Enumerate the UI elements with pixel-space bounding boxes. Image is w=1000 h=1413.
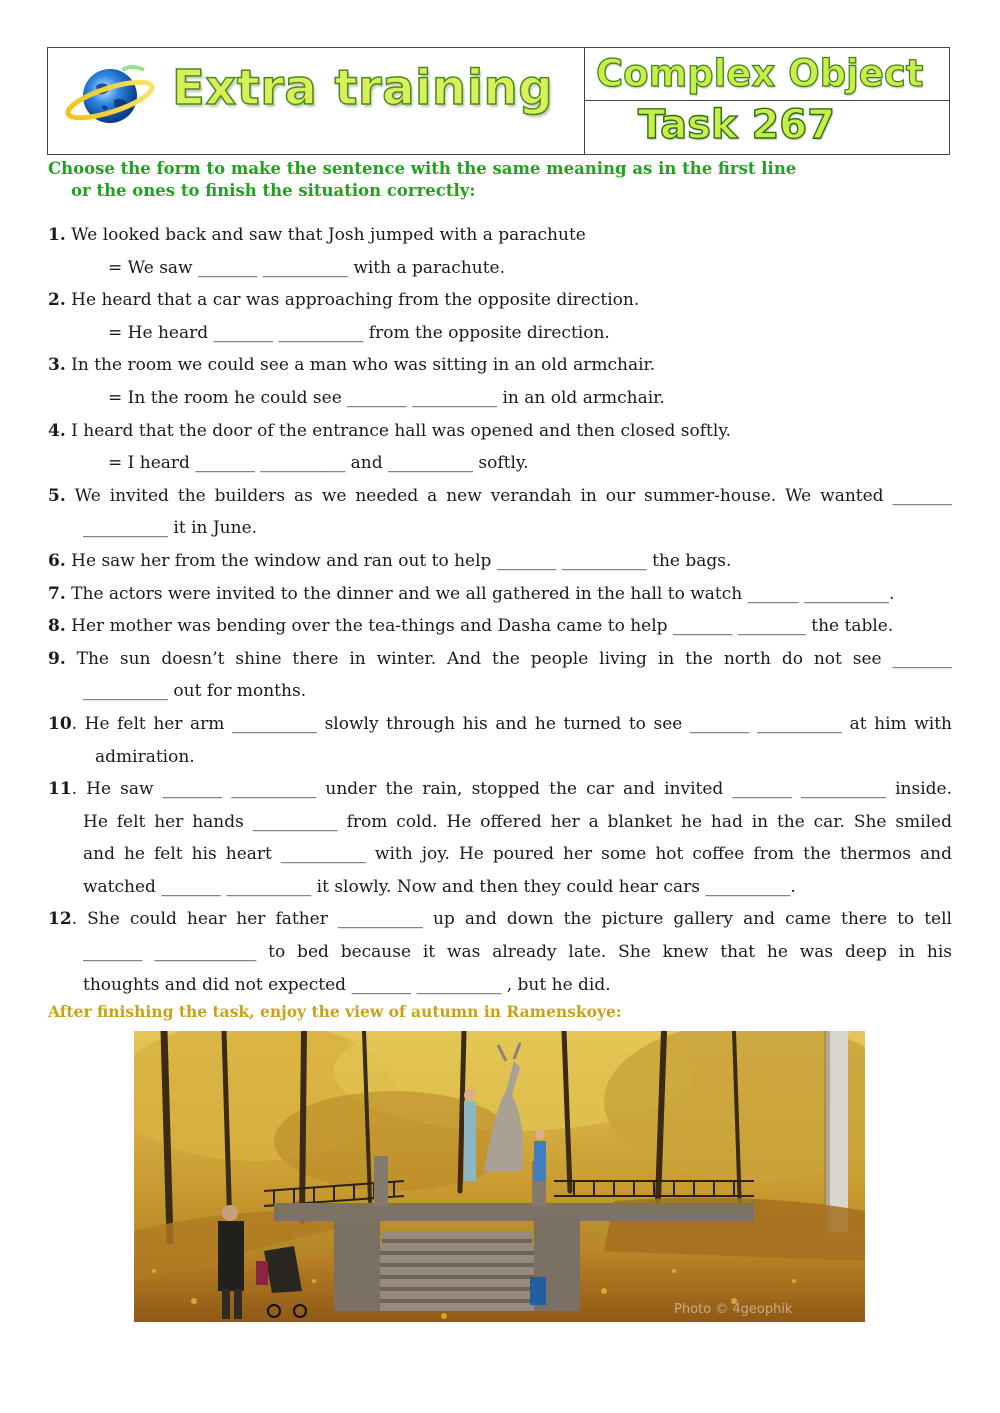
task-7-text: The actors were invited to the dinner and we all gathered in the hall to watch ______ __________. <box>65 583 895 604</box>
task-4-answer: = I heard _______ __________ and __________ softly. <box>108 453 529 474</box>
task-11-line-1 <box>48 773 952 806</box>
instructions <box>48 158 928 202</box>
task-list <box>48 219 952 1001</box>
task-1-line-1 <box>48 219 952 252</box>
header-divider-horizontal <box>585 100 949 101</box>
header-divider-vertical <box>584 48 585 154</box>
photo-watermark: Photo © 4geophik <box>674 1302 793 1317</box>
task-9-line-1 <box>48 643 952 676</box>
task-7-number: 7. <box>48 583 66 604</box>
task-11-line-4: watched _______ __________ it slowly. Now and then they could hear cars __________. <box>83 876 796 897</box>
task-12-text: . She could hear her father __________ up and down the picture gallery and came there to tell <box>71 909 952 930</box>
task-12-line-1 <box>48 903 952 936</box>
task-1-answer: = We saw _______ __________ with a parachute. <box>108 257 506 278</box>
task-2-text: He heard that a car was approaching from the opposite direction. <box>65 290 640 311</box>
task-9-text: The sun doesn’t shine there in winter. And the people living in the north do not see _______ <box>65 648 952 669</box>
task-6-line-1 <box>48 545 952 578</box>
task-5-text: We invited the builders as we needed a new verandah in our summer-house. We wanted _______ <box>65 485 952 506</box>
instruction-line-1: Choose the form to make the sentence with the same meaning as in the first line <box>48 159 797 178</box>
task-5-line-1 <box>48 480 952 513</box>
task-4-line-1 <box>48 415 952 448</box>
header-title: Extra training <box>172 60 554 116</box>
globe-icon <box>62 58 162 130</box>
task-8-line-1 <box>48 610 952 643</box>
task-5-line-2: __________ it in June. <box>83 518 258 539</box>
header-box <box>47 47 950 155</box>
task-11-line-3: and he felt his heart __________ with joy. He poured her some hot coffee from the thermos and <box>83 844 952 865</box>
task-2-answer: = He heard _______ __________ from the opposite direction. <box>108 322 610 343</box>
task-10-number: 10 <box>48 713 72 734</box>
task-10-line-2: admiration. <box>95 746 195 767</box>
task-5-number: 5. <box>48 485 66 506</box>
after-task-caption: After finishing the task, enjoy the view of autumn in Ramenskoye: <box>48 1002 622 1021</box>
task-9-number: 9. <box>48 648 66 669</box>
task-2-line-1 <box>48 284 952 317</box>
task-4-number: 4. <box>48 420 66 441</box>
task-8-number: 8. <box>48 616 66 637</box>
task-9-line-2: __________ out for months. <box>83 681 307 702</box>
task-12-line-3: thoughts and did not expected _______ __________ , but he did. <box>83 974 611 995</box>
header-subtitle: Complex Object <box>596 52 924 95</box>
task-3-text: In the room we could see a man who was sitting in an old armchair. <box>65 355 656 376</box>
task-8-text: Her mother was bending over the tea-things and Dasha came to help _______ ________ the table. <box>65 616 894 637</box>
task-11-text: . He saw _______ __________ under the rain, stopped the car and invited _______ __________ inside. <box>71 779 952 800</box>
task-10-text: . He felt her arm __________ slowly through his and he turned to see _______ __________ at him with <box>71 713 952 734</box>
task-11-number: 11 <box>48 779 72 800</box>
task-7-line-1 <box>48 578 952 611</box>
task-4-text: I heard that the door of the entrance hall was opened and then closed softly. <box>65 420 732 441</box>
task-1-text: We looked back and saw that Josh jumped with a parachute <box>65 225 586 245</box>
task-10-line-1 <box>48 708 952 741</box>
task-3-number: 3. <box>48 355 66 376</box>
task-3-answer: = In the room he could see _______ __________ in an old armchair. <box>108 387 665 408</box>
task-1-number: 1. <box>48 225 66 245</box>
task-6-text: He saw her from the window and ran out to help _______ __________ the bags. <box>65 550 732 571</box>
task-2-number: 2. <box>48 290 66 311</box>
header-task-number: Task 267 <box>638 102 835 148</box>
autumn-park-photo <box>134 1031 865 1322</box>
task-3-line-1 <box>48 349 952 382</box>
task-6-number: 6. <box>48 550 66 571</box>
task-12-number: 12 <box>48 909 72 930</box>
task-12-line-2: _______ ____________ to bed because it was already late. She knew that he was deep in his <box>83 942 952 963</box>
task-11-line-2: He felt her hands __________ from cold. He offered her a blanket he had in the car. She smiled <box>83 811 952 832</box>
instruction-line-2: or the ones to finish the situation correctly: <box>71 181 476 200</box>
